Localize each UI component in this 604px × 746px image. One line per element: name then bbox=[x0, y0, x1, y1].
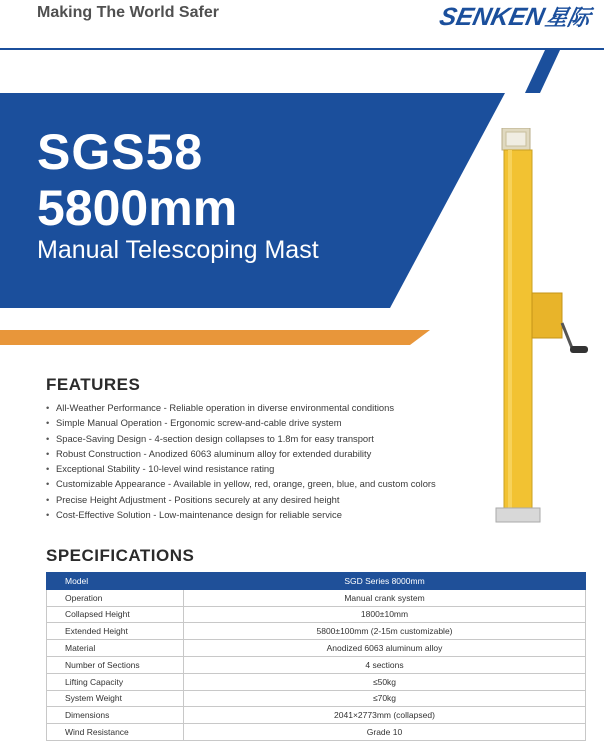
model-title: SGS58 bbox=[37, 124, 204, 180]
feature-item: • Precise Height Adjustment - Positions securely at any desired height bbox=[46, 493, 340, 505]
feature-item: • Customizable Appearance - Available in yellow, red, orange, green, blue, and custom colors bbox=[46, 478, 436, 490]
spec-label: Model bbox=[47, 573, 184, 590]
spec-label: Material bbox=[47, 640, 184, 657]
spec-value: ≤70kg bbox=[184, 690, 586, 707]
table-row bbox=[47, 673, 586, 690]
table-row bbox=[47, 707, 586, 724]
spec-label: Wind Resistance bbox=[47, 724, 184, 741]
spec-value: Manual crank system bbox=[184, 589, 586, 606]
specifications-table bbox=[46, 572, 586, 741]
spec-value: Anodized 6063 aluminum alloy bbox=[184, 640, 586, 657]
tagline: Making The World Safer bbox=[37, 4, 219, 21]
feature-item: • Exceptional Stability - 10-level wind resistance rating bbox=[46, 463, 275, 475]
table-row bbox=[47, 724, 586, 741]
features-heading: FEATURES bbox=[46, 375, 141, 394]
spec-value: 1800±10mm bbox=[184, 606, 586, 623]
spec-label: Extended Height bbox=[47, 623, 184, 640]
feature-item: • Cost-Effective Solution - Low-maintenance design for reliable service bbox=[46, 509, 342, 521]
spec-label: Collapsed Height bbox=[47, 606, 184, 623]
blue-stripe-accent bbox=[525, 50, 560, 93]
crank-handle bbox=[570, 346, 588, 353]
spec-value: 2041×2773mm (collapsed) bbox=[184, 707, 586, 724]
features-list bbox=[46, 400, 496, 522]
height-title: 5800mm bbox=[37, 180, 238, 236]
table-row bbox=[47, 606, 586, 623]
table-row bbox=[47, 589, 586, 606]
orange-stripe bbox=[0, 330, 430, 345]
spec-label: Dimensions bbox=[47, 707, 184, 724]
spec-label: Number of Sections bbox=[47, 656, 184, 673]
feature-item: • Simple Manual Operation - Ergonomic screw-and-cable drive system bbox=[46, 417, 342, 429]
spec-value: ≤50kg bbox=[184, 673, 586, 690]
spec-label: System Weight bbox=[47, 690, 184, 707]
table-header-row bbox=[47, 573, 586, 590]
specifications-heading: SPECIFICATIONS bbox=[46, 546, 195, 565]
spec-label: Operation bbox=[47, 589, 184, 606]
spec-label: Lifting Capacity bbox=[47, 673, 184, 690]
logo-cn: 星际 bbox=[543, 5, 593, 30]
table-row bbox=[47, 640, 586, 657]
logo-text: SENKEN bbox=[436, 3, 547, 31]
spec-value: SGD Series 8000mm bbox=[184, 573, 586, 590]
crank-housing bbox=[532, 293, 562, 338]
spec-value: Grade 10 bbox=[184, 724, 586, 741]
spec-value: 5800±100mm (2-15m customizable) bbox=[184, 623, 586, 640]
feature-item: • Space-Saving Design - 4-section design collapses to 1.8m for easy transport bbox=[46, 432, 374, 444]
table-row bbox=[47, 656, 586, 673]
table-row bbox=[47, 690, 586, 707]
mast-base-plate bbox=[496, 508, 540, 522]
crank-arm bbox=[562, 323, 572, 348]
spec-value: 4 sections bbox=[184, 656, 586, 673]
table-row bbox=[47, 623, 586, 640]
feature-item: • Robust Construction - Anodized 6063 aluminum alloy for extended durability bbox=[46, 447, 372, 459]
mast-top-plate bbox=[506, 132, 526, 146]
mast-highlight bbox=[508, 150, 512, 510]
mast-image bbox=[494, 128, 604, 528]
product-subtitle: Manual Telescoping Mast bbox=[37, 236, 319, 264]
header-line bbox=[0, 48, 604, 50]
feature-item: • All-Weather Performance - Reliable operation in diverse environmental conditions bbox=[46, 402, 395, 413]
